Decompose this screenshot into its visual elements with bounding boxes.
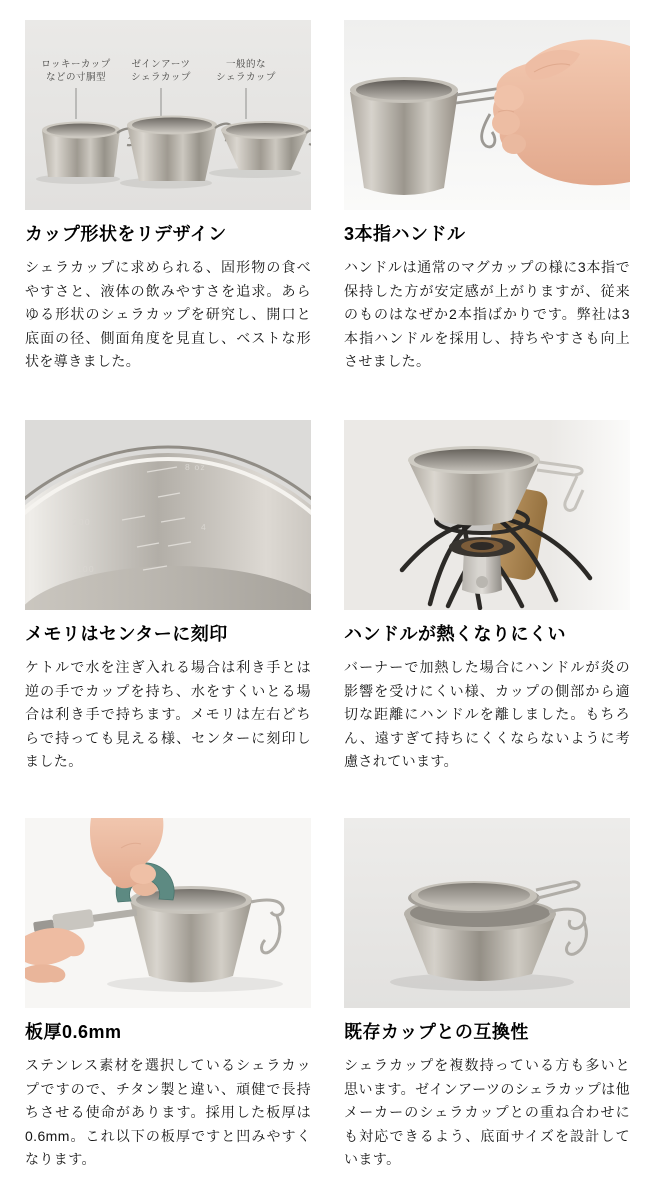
sierra-cup — [130, 886, 252, 983]
feature-heading: メモリはセンターに刻印 — [25, 624, 228, 644]
stacked-cups-image — [344, 818, 630, 1008]
label-rocky-cup-line1: ロッキーカップ — [41, 59, 111, 70]
feature-section-center-scale — [25, 420, 311, 818]
feature-body: ステンレス素材を選択しているシェラカップですので、チタン製と違い、頑健で長持ちさせる使命があります。採用した板厚は0.6mm。これ以下の板厚ですと凹みやすくなります。 — [25, 1057, 311, 1168]
stacked-cups-photo — [344, 818, 630, 1008]
engraving-100ml: 100 — [77, 564, 95, 574]
feature-body: シェラカップを複数持っている方も多いと思います。ゼインアーツのシェラカップは他メーカーのシェラカップとの重ね合わせにも対応できるよう、底面サイズを設計しています。 — [344, 1057, 630, 1168]
feature-body: ハンドルは通常のマグカップの様に3本指で保持した方が安定感が上がりますが、従来のものはなぜか2本指ばかりです。弊社は3本指ハンドルを採用し、持ちやすさも向上させました。 — [344, 259, 630, 370]
feature-body: バーナーで加熱した場合にハンドルが炎の影響を受けにくい様、カップの側部から適切な距離にハンドルを離しました。もちろん、遠すぎて持ちにくくならないように考慮されています。 — [344, 659, 630, 770]
engraving-8oz: 8 oz — [185, 462, 206, 472]
label-generic-line2: シェラカップ — [216, 72, 276, 83]
feature-section-thickness — [25, 818, 311, 1200]
cup-on-burner-image — [344, 420, 630, 610]
three-cup-comparison-photo — [25, 20, 311, 210]
feature-heading: 3本指ハンドル — [344, 224, 466, 244]
cup-on-burner-photo — [344, 420, 630, 610]
hand-holding-cup-image — [344, 20, 630, 210]
feature-heading: カップ形状をリデザイン — [25, 224, 227, 244]
feature-section-cool-handle — [344, 420, 630, 818]
feature-heading: 板厚0.6mm — [25, 1022, 122, 1042]
engraving-200ml: 200 — [73, 517, 91, 527]
label-zanearts-line2: シェラカップ — [131, 72, 191, 83]
engraving-4oz: 4 — [201, 522, 207, 532]
feature-section-three-finger-handle — [344, 20, 630, 420]
feature-body: ケトルで水を注ぎ入れる場合は利き手とは逆の手でカップを持ち、水をすくいとる場合は利き手で持ちます。メモリは左右どちらで持っても見える様、センターに刻印しました。 — [25, 659, 311, 770]
hand-holding-cup-photo — [344, 20, 630, 210]
feature-section-cup-shape — [25, 20, 311, 420]
micrometer-measuring-image — [25, 818, 311, 1008]
feature-section-compatibility — [344, 818, 630, 1200]
feature-heading: ハンドルが熱くなりにくい — [344, 624, 566, 644]
cup-interior-scale-image — [25, 420, 311, 610]
feature-heading: 既存カップとの互換性 — [344, 1022, 529, 1042]
label-rocky-cup-line2: などの寸胴型 — [45, 72, 107, 83]
cup-interior-scale-photo — [25, 420, 311, 610]
sierra-cup — [350, 77, 458, 195]
feature-body: シェラカップに求められる、固形物の食べやすさと、液体の飲みやすさを追求。あらゆる形状のシェラカップを研究し、開口と底面の径、側面角度を見直し、ベストな形状を導きました。 — [25, 259, 311, 370]
three-cup-comparison-image — [25, 20, 311, 210]
label-zanearts-line1: ゼインアーツ — [131, 59, 191, 70]
label-generic-line1: 一般的な — [225, 59, 267, 70]
micrometer-measuring-photo — [25, 818, 311, 1008]
